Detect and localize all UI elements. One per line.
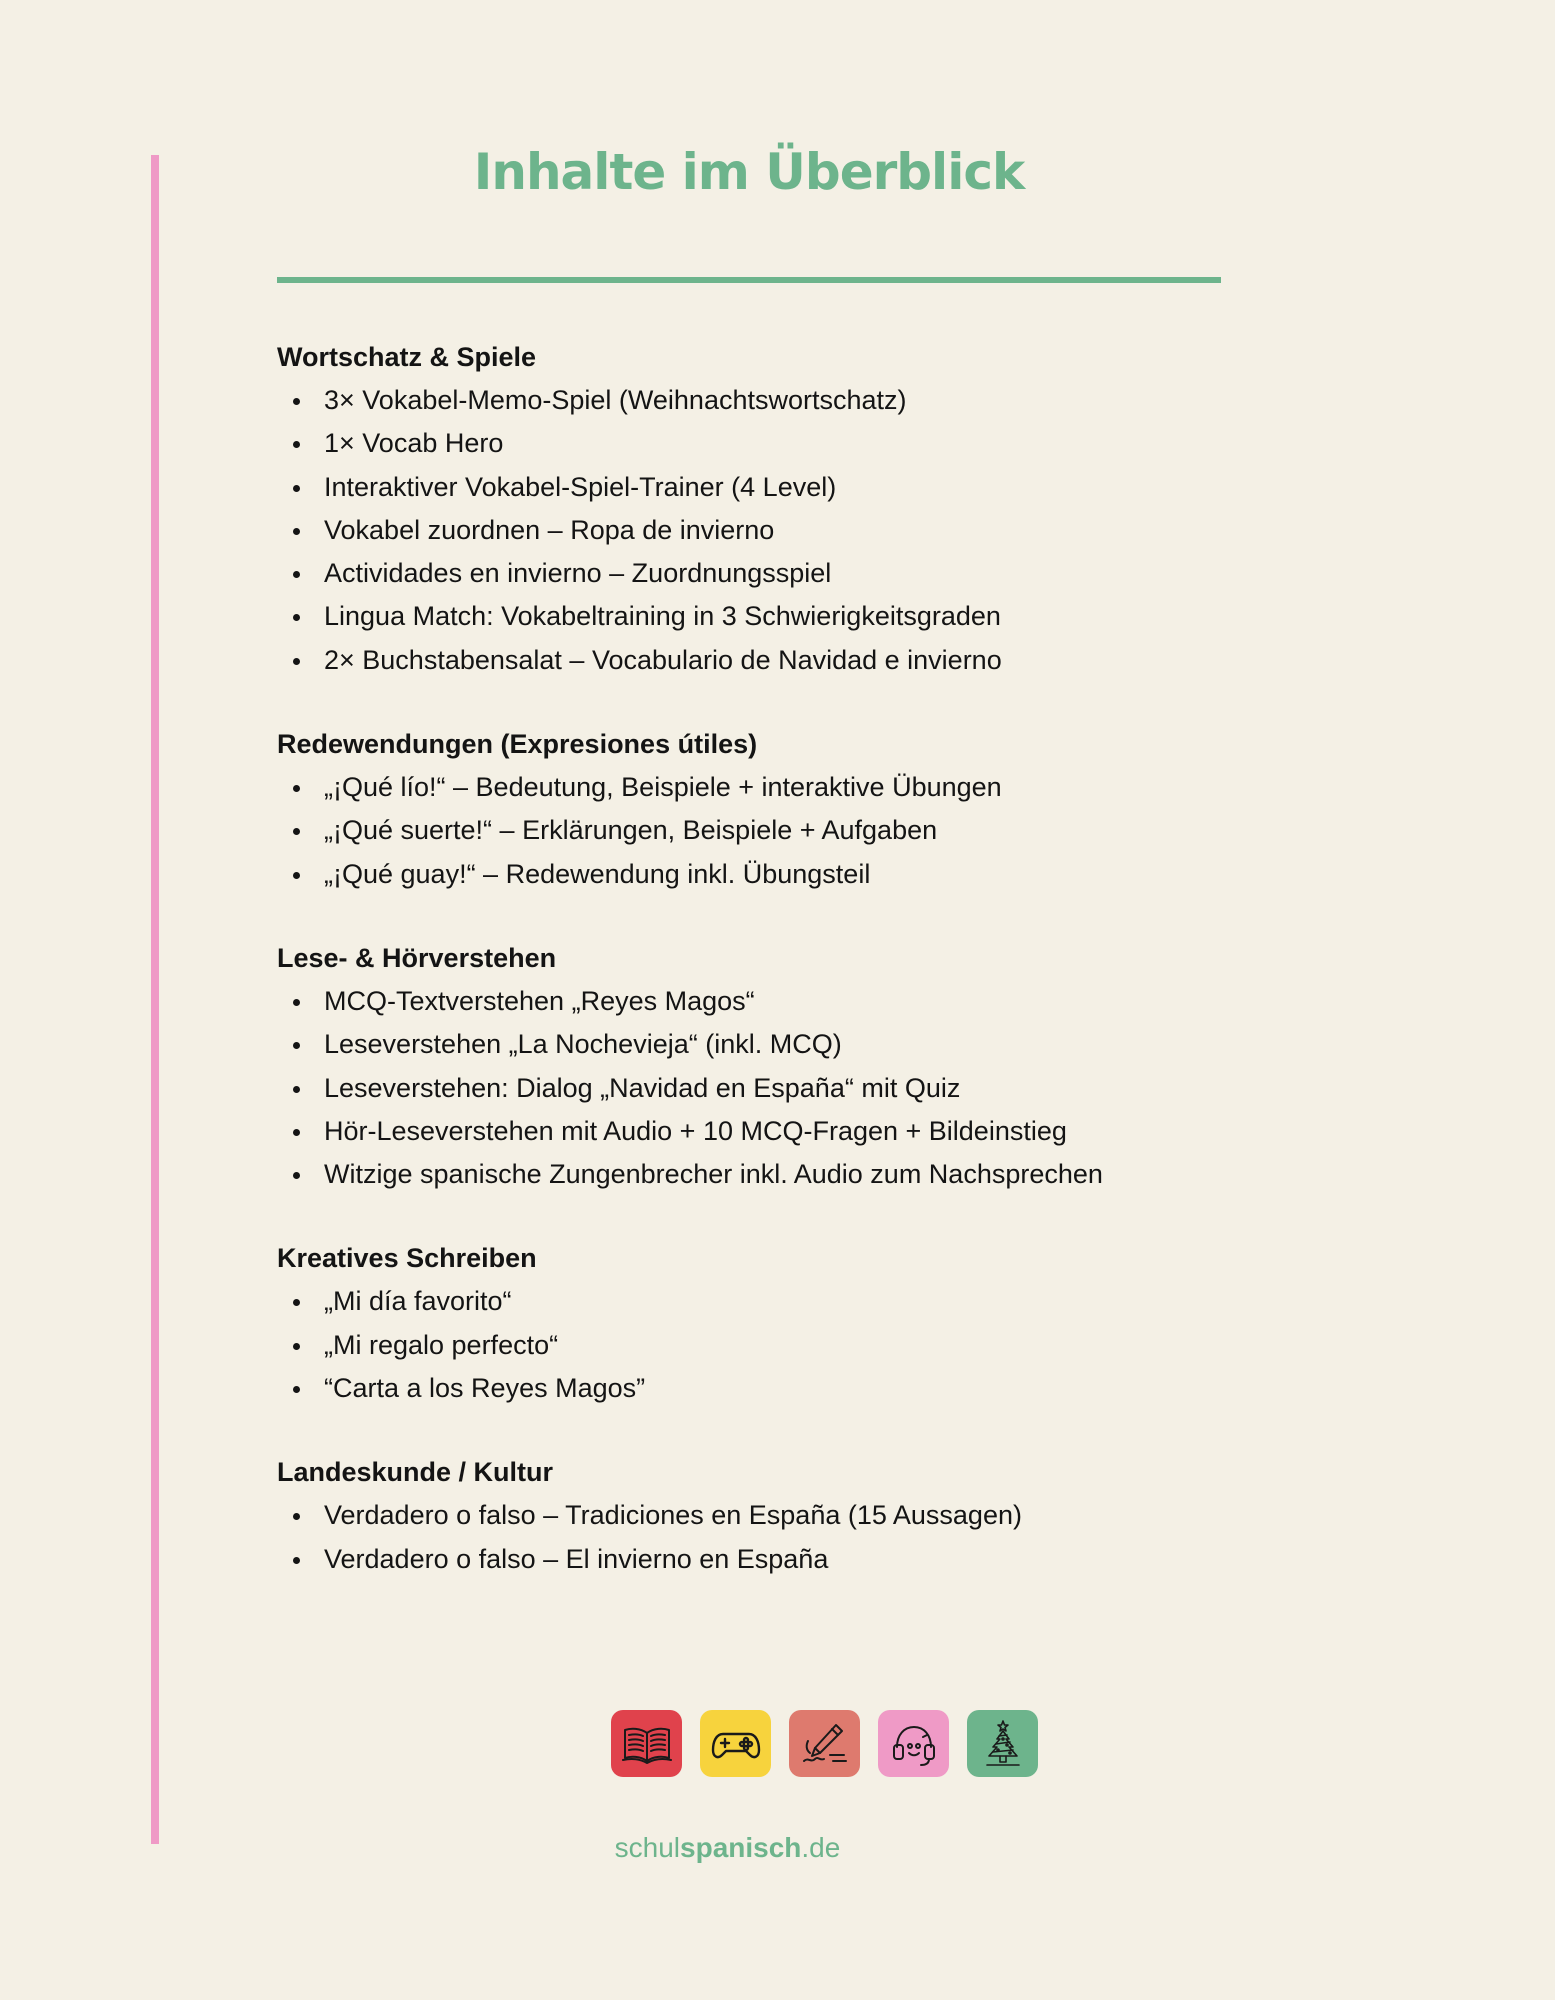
list-item: „¡Qué lío!“ – Bedeutung, Beispiele + interaktive Übungen <box>277 766 1221 809</box>
pen-writing-icon <box>789 1710 860 1777</box>
content-overview <box>277 336 1221 1622</box>
section-idioms <box>277 723 1221 896</box>
list-item: „¡Qué guay!“ – Redewendung inkl. Übungsteil <box>277 853 1221 896</box>
list-item: Verdadero o falso – Tradiciones en España (15 Aussagen) <box>277 1494 1221 1537</box>
list-item: Leseverstehen: Dialog „Navidad en España“ mit Quiz <box>277 1067 1221 1110</box>
item-list <box>277 766 1221 896</box>
page-title: Inhalte im Überblick <box>473 143 1025 201</box>
list-item: Hör-Leseverstehen mit Audio + 10 MCQ-Fragen + Bildeinstieg <box>277 1110 1221 1153</box>
christmas-tree-icon <box>967 1710 1038 1777</box>
list-item: 3× Vokabel-Memo-Spiel (Weihnachtswortschatz) <box>277 379 1221 422</box>
section-heading: Kreatives Schreiben <box>277 1243 537 1274</box>
decorative-side-bar <box>151 155 159 1844</box>
list-item: Verdadero o falso – El invierno en España <box>277 1538 1221 1581</box>
section-creative-writing <box>277 1237 1221 1410</box>
list-item: Witzige spanische Zungenbrecher inkl. Audio zum Nachsprechen <box>277 1153 1221 1196</box>
list-item: „Mi regalo perfecto“ <box>277 1324 1221 1367</box>
footer-website <box>100 1832 1355 1864</box>
list-item: Leseverstehen „La Nochevieja“ (inkl. MCQ) <box>277 1023 1221 1066</box>
list-item: MCQ-Textverstehen „Reyes Magos“ <box>277 980 1221 1023</box>
section-reading-listening <box>277 937 1221 1196</box>
item-list <box>277 1494 1221 1581</box>
list-item: 2× Buchstabensalat – Vocabulario de Navidad e invierno <box>277 639 1221 682</box>
list-item: Actividades en invierno – Zuordnungsspiel <box>277 552 1221 595</box>
section-vocabulary-games <box>277 336 1221 682</box>
list-item: Interaktiver Vokabel-Spiel-Trainer (4 Level) <box>277 466 1221 509</box>
section-heading: Redewendungen (Expresiones útiles) <box>277 729 758 760</box>
list-item: “Carta a los Reyes Magos” <box>277 1367 1221 1410</box>
section-heading: Wortschatz & Spiele <box>277 342 537 372</box>
footer-text-2: spanisch <box>680 1832 802 1863</box>
gamepad-icon <box>700 1710 771 1777</box>
section-heading: Landeskunde / Kultur <box>277 1457 554 1488</box>
section-culture <box>277 1451 1221 1581</box>
title-divider <box>277 277 1221 283</box>
list-item: 1× Vocab Hero <box>277 422 1221 465</box>
icon-row <box>0 1710 1555 1777</box>
list-item: „¡Qué suerte!“ – Erklärungen, Beispiele + Aufgaben <box>277 809 1221 852</box>
list-item: Vokabel zuordnen – Ropa de invierno <box>277 509 1221 552</box>
headphones-icon <box>878 1710 949 1777</box>
footer-text-3: .de <box>801 1832 841 1863</box>
list-item: Lingua Match: Vokabeltraining in 3 Schwierigkeitsgraden <box>277 595 1221 638</box>
list-item: „Mi día favorito“ <box>277 1280 1221 1323</box>
section-heading: Lese- & Hörverstehen <box>277 942 557 973</box>
item-list <box>277 379 1221 682</box>
footer-text-1: schul <box>614 1832 681 1863</box>
item-list <box>277 980 1221 1196</box>
item-list <box>277 1280 1221 1410</box>
book-icon <box>611 1710 682 1777</box>
